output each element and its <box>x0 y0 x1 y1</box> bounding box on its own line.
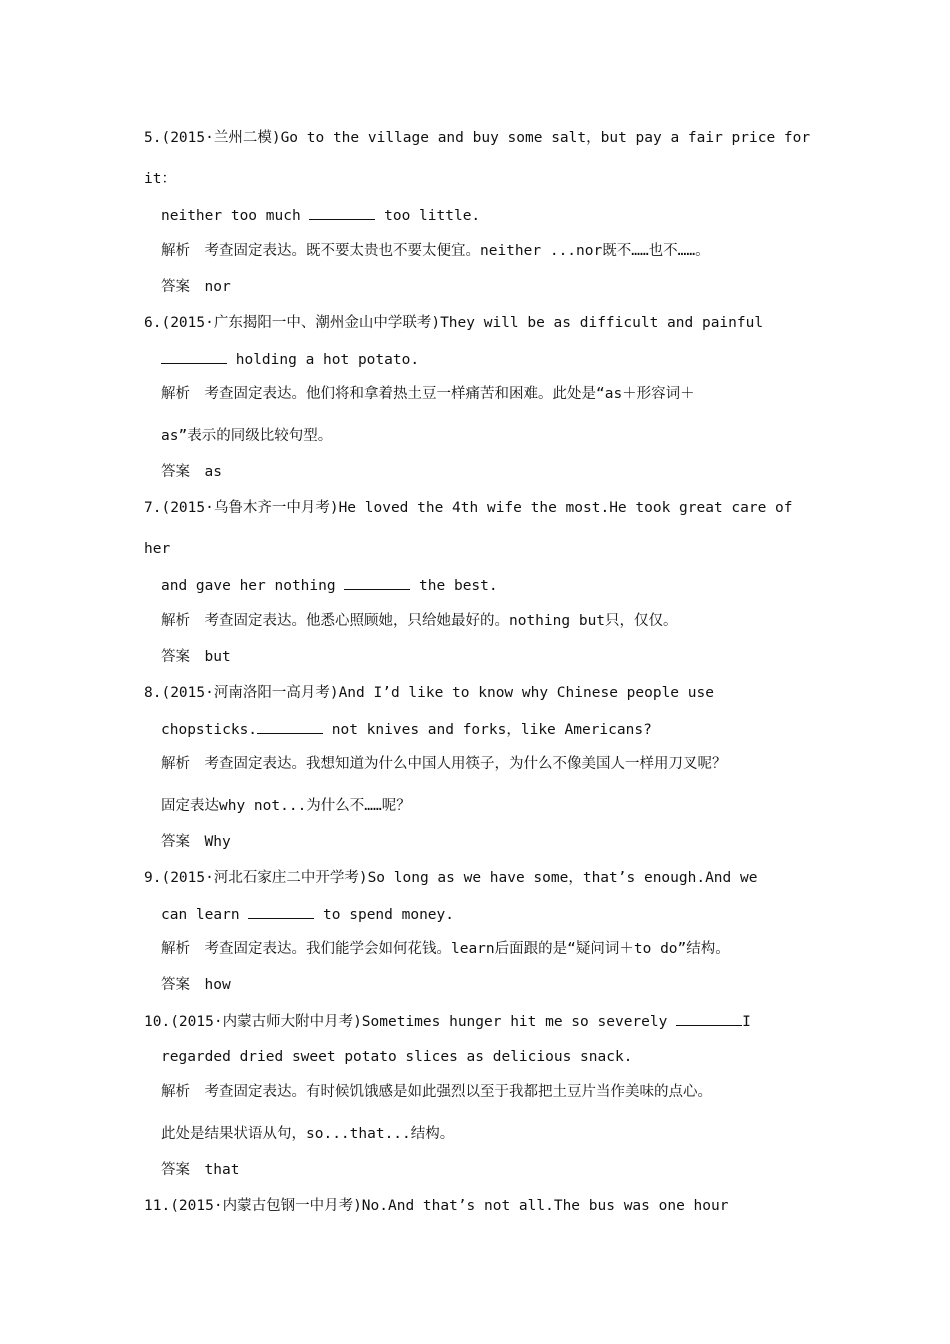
question-5-answer: 答案 nor <box>161 279 231 295</box>
question-5-line-2: it： <box>144 171 176 187</box>
question-10-text-before-blank: 10.(2015·内蒙古师大附中月考)Sometimes hunger hit me so severely <box>144 1014 677 1030</box>
question-5-explanation: 解析 考查固定表达。既不要太贵也不要太便宜。neither ...nor既不……也不……。 <box>161 243 710 259</box>
question-10-text-after-blank: I <box>742 1014 751 1030</box>
question-6-explanation-line-2: as”表示的同级比较句型。 <box>161 428 333 444</box>
answer-blank <box>676 1011 742 1026</box>
question-7-explanation: 解析 考查固定表达。他悉心照顾她，只给她最好的。nothing but只，仅仅。 <box>161 613 678 629</box>
question-7-text-before-blank: and gave her nothing <box>161 578 345 594</box>
question-8-line-2 <box>161 719 652 740</box>
question-6-line-1: 6.(2015·广东揭阳一中、潮州金山中学联考)They will be as difficult and painful <box>144 315 764 331</box>
question-7-text-after-blank: the best. <box>410 578 498 594</box>
question-10-explanation-line-2: 此处是结果状语从句，so...that...结构。 <box>161 1126 455 1142</box>
question-5-line-3 <box>161 205 480 226</box>
question-5-text-before-blank: neither too much <box>161 208 310 224</box>
question-6-line-2 <box>161 349 419 370</box>
question-10-line-1 <box>144 1011 751 1032</box>
answer-blank <box>344 575 410 590</box>
question-6-answer: 答案 as <box>161 464 222 480</box>
question-8-answer: 答案 Why <box>161 834 231 850</box>
question-6-explanation-line-1: 解析 考查固定表达。他们将和拿着热土豆一样痛苦和困难。此处是“as＋形容词＋ <box>161 386 695 402</box>
question-5-line-1: 5.(2015·兰州二模)Go to the village and buy some salt，but pay a fair price for <box>144 130 811 146</box>
question-11-line-1: 11.(2015·内蒙古包钢一中月考)No.And that’s not all.The bus was one hour <box>144 1198 729 1214</box>
question-9-text-after-blank: to spend money. <box>314 907 454 923</box>
question-10-explanation-line-1: 解析 考查固定表达。有时候饥饿感是如此强烈以至于我都把土豆片当作美味的点心。 <box>161 1084 712 1100</box>
question-9-text-before-blank: can learn <box>161 907 249 923</box>
question-10-line-2: regarded dried sweet potato slices as delicious snack. <box>161 1049 633 1065</box>
question-8-explanation-line-1: 解析 考查固定表达。我想知道为什么中国人用筷子，为什么不像美国人一样用刀叉呢？ <box>161 756 727 772</box>
question-9-explanation: 解析 考查固定表达。我们能学会如何花钱。learn后面跟的是“疑问词＋to do”结构。 <box>161 941 730 957</box>
answer-blank <box>257 719 323 734</box>
question-9-answer: 答案 how <box>161 977 231 993</box>
question-8-explanation-line-2: 固定表达why not...为什么不……呢？ <box>161 798 411 814</box>
answer-blank <box>161 349 227 364</box>
question-9-line-2 <box>161 904 454 925</box>
question-7-line-3 <box>161 575 498 596</box>
answer-blank <box>309 205 375 220</box>
question-7-line-2: her <box>144 541 171 557</box>
question-6-text-after-blank: holding a hot potato. <box>227 352 420 368</box>
question-7-line-1: 7.(2015·乌鲁木齐一中月考)He loved the 4th wife the most.He took great care of <box>144 500 793 516</box>
question-8-line-1: 8.(2015·河南洛阳一高月考)And I’d like to know why Chinese people use <box>144 685 714 701</box>
answer-blank <box>248 904 314 919</box>
question-7-answer: 答案 but <box>161 649 231 665</box>
question-8-text-after-blank: not knives and forks，like Americans? <box>323 722 652 738</box>
question-9-line-1: 9.(2015·河北石家庄二中开学考)So long as we have some，that’s enough.And we <box>144 870 758 886</box>
question-10-answer: 答案 that <box>161 1162 240 1178</box>
question-8-text-before-blank: chopsticks. <box>161 722 258 738</box>
question-5-text-after-blank: too little. <box>375 208 481 224</box>
